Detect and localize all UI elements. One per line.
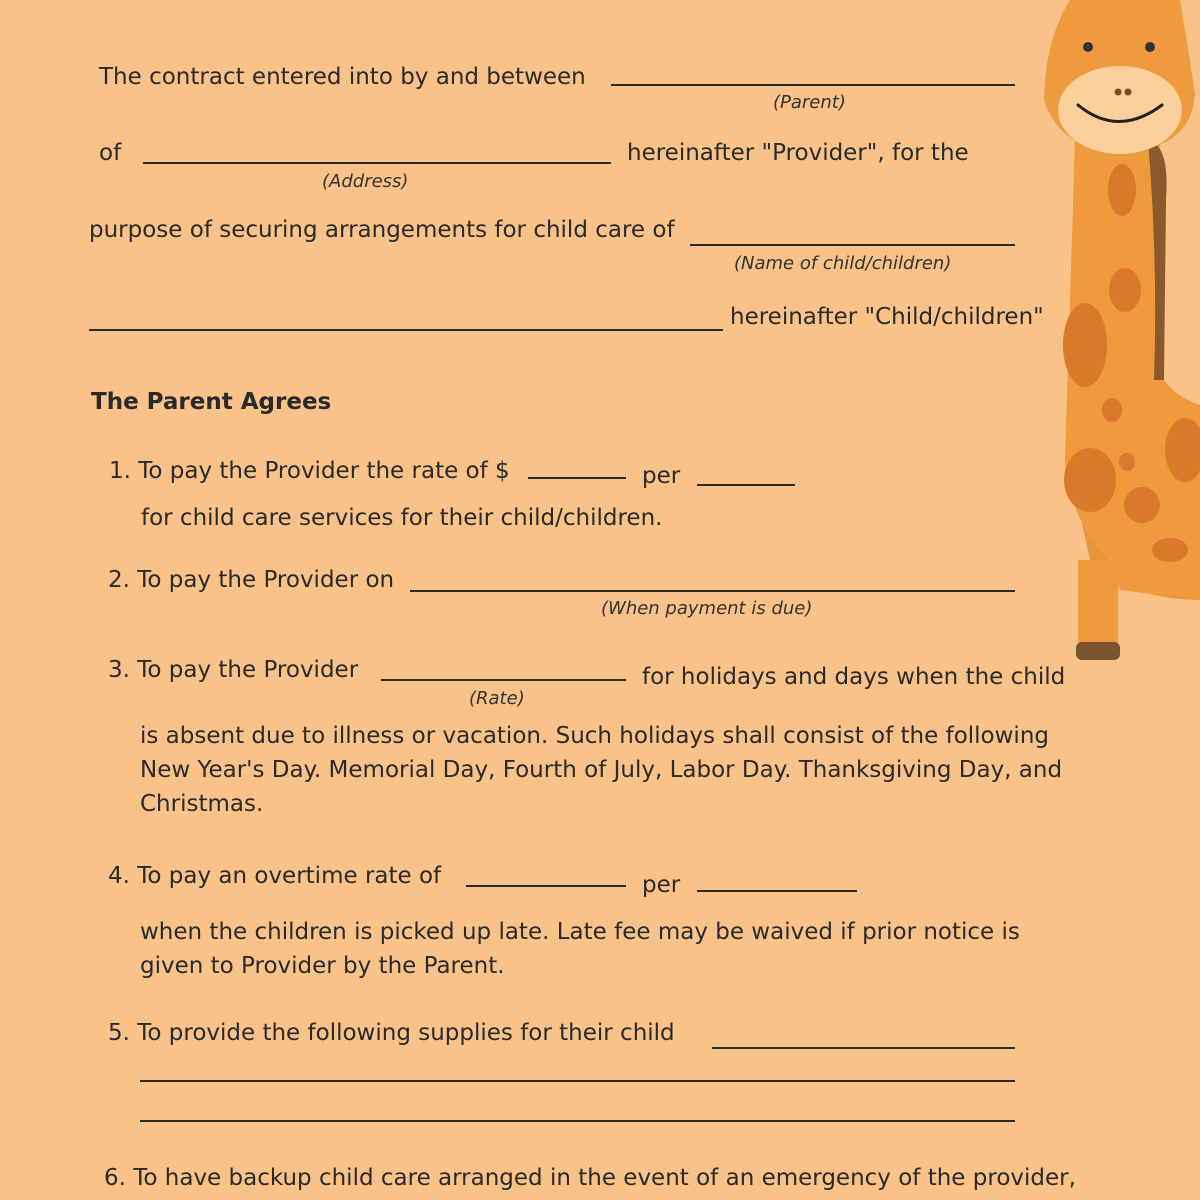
item-6-text: 6. To have backup child care arranged in the event of an emergency of the provider, — [104, 1165, 1076, 1191]
overtime-period-field[interactable] — [697, 890, 857, 892]
item-3-paragraph: is absent due to illness or vacation. Such holidays shall consist of the following New Year's Day. Memorial Day, Fourth of July, Labor Day. Thanksgiving Day, and Christmas. — [140, 723, 1063, 817]
holiday-rate-field[interactable] — [381, 679, 626, 681]
parent-caption: (Parent) — [773, 92, 846, 113]
supplies-field-1[interactable] — [712, 1047, 1015, 1049]
rate-caption: (Rate) — [469, 688, 525, 709]
item-2-text: 2. To pay the Provider on — [108, 567, 395, 593]
address-field[interactable] — [143, 162, 611, 164]
contract-intro-text: The contract entered into by and between — [99, 64, 586, 90]
supplies-field-2[interactable] — [140, 1080, 1015, 1082]
payment-due-field[interactable] — [410, 590, 1015, 592]
overtime-rate-field[interactable] — [466, 885, 626, 887]
item-4-per: per — [642, 872, 681, 898]
giraffe-illustration — [1030, 0, 1200, 680]
item-4-paragraph: when the children is picked up late. Late fee may be waived if prior notice is given to Provider by the Parent. — [140, 919, 1020, 979]
child-name-caption: (Name of child/children) — [734, 253, 952, 274]
child-name-field[interactable] — [690, 244, 1015, 246]
item-4-text: 4. To pay an overtime rate of — [108, 863, 442, 889]
purpose-text: purpose of securing arrangements for child care of — [89, 217, 675, 243]
rate-amount-field[interactable] — [528, 477, 626, 479]
address-caption: (Address) — [322, 171, 409, 192]
item-1-text: 1. To pay the Provider the rate of $ — [109, 458, 510, 484]
children-text: hereinafter "Child/children" — [730, 304, 1044, 330]
item-3-text: 3. To pay the Provider — [108, 657, 359, 683]
rate-period-field[interactable] — [697, 484, 795, 486]
item-1-continuation: for child care services for their child/children. — [141, 505, 663, 531]
payment-due-caption: (When payment is due) — [601, 598, 813, 619]
item-3-after-text: for holidays and days when the child — [642, 664, 1066, 690]
item-1-per: per — [642, 463, 681, 489]
parent-name-field[interactable] — [611, 84, 1015, 86]
supplies-field-3[interactable] — [140, 1120, 1015, 1122]
provider-text: hereinafter "Provider", for the — [627, 140, 969, 166]
of-label: of — [99, 140, 122, 166]
section-title: The Parent Agrees — [91, 389, 332, 415]
children-name-field[interactable] — [89, 329, 723, 331]
item-5-text: 5. To provide the following supplies for their child — [108, 1020, 675, 1046]
